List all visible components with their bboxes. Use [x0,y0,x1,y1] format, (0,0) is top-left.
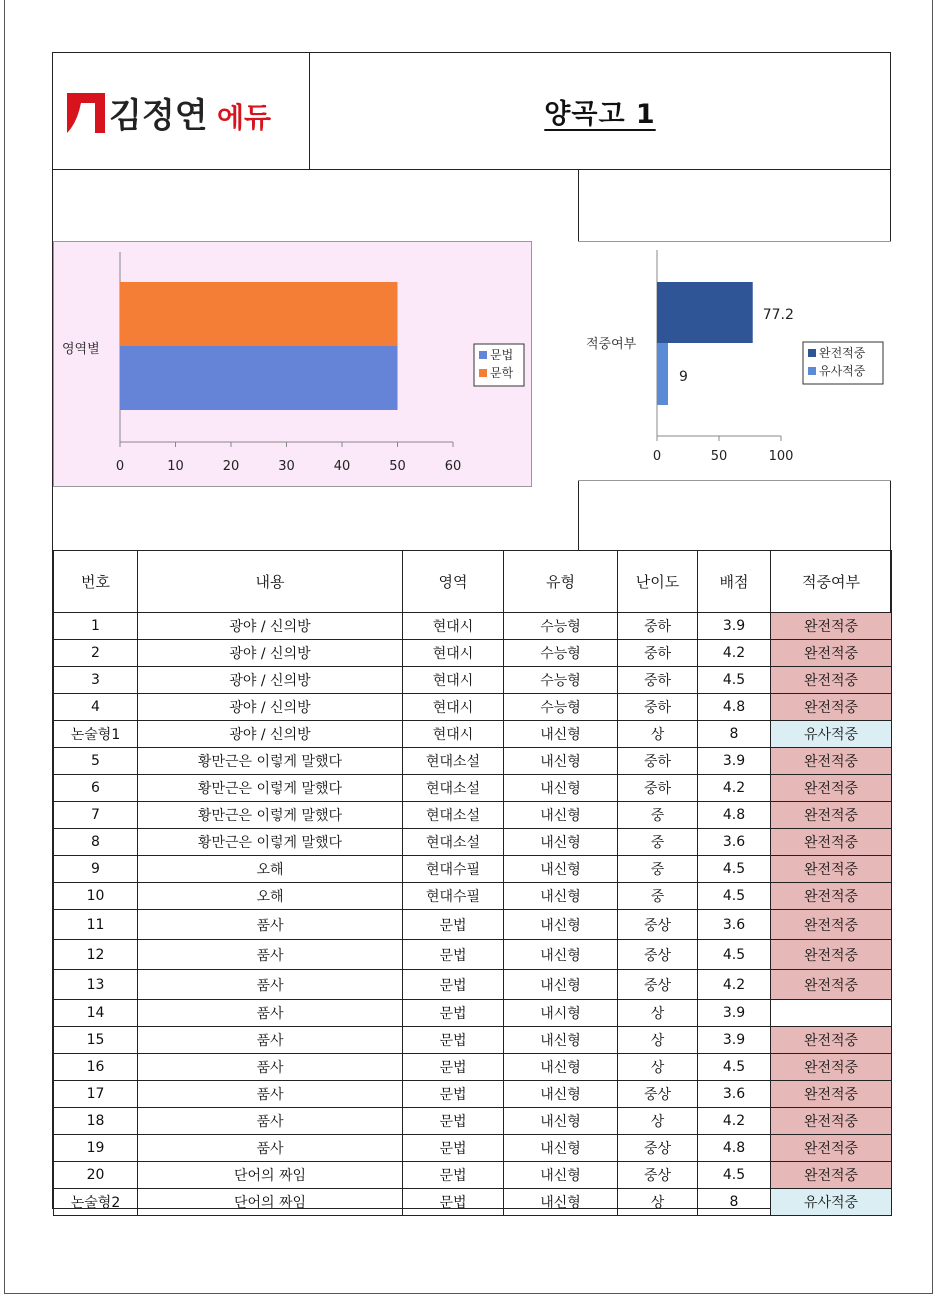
cell-difficulty: 중상 [618,910,698,940]
cell-number: 10 [54,883,138,910]
cell-difficulty: 중하 [618,748,698,775]
cell-number: 1 [54,613,138,640]
report-sheet [52,52,891,1209]
cell-hit: 완전적중 [771,1135,892,1162]
cell-area: 문법 [403,1162,504,1189]
cell-number: 14 [54,1000,138,1027]
cell-score: 3.9 [698,1000,771,1027]
area-chart [54,242,531,486]
cell-type: 내신형 [504,1162,618,1189]
table-row [54,940,892,970]
logo-text: 김정연 [109,96,208,136]
chart2-data-label-full-hit: 77.2 [762,307,794,323]
cell-content: 광야 / 신의방 [138,640,403,667]
cell-type: 수능형 [504,640,618,667]
cell-type: 내신형 [504,1108,618,1135]
header-area: 영역 [403,551,504,613]
cell-score: 4.8 [698,802,771,829]
cell-area: 현대시 [403,613,504,640]
chart1-tick-label: 10 [167,459,184,474]
cell-score: 8 [698,721,771,748]
table-row [54,1081,892,1108]
cell-content: 황만근은 이렇게 말했다 [138,829,403,856]
cell-area: 문법 [403,1000,504,1027]
table-row [54,775,892,802]
header-difficulty: 난이도 [618,551,698,613]
cell-type: 내신형 [504,910,618,940]
cell-number: 20 [54,1162,138,1189]
cell-hit: 완전적중 [771,694,892,721]
cell-number: 논술형1 [54,721,138,748]
cell-difficulty: 중 [618,856,698,883]
cell-difficulty: 상 [618,1000,698,1027]
cell-difficulty: 중 [618,802,698,829]
cell-type: 내신형 [504,802,618,829]
cell-hit: 완전적중 [771,1081,892,1108]
cell-content: 오해 [138,883,403,910]
cell-type: 내신형 [504,1054,618,1081]
cell-hit: 완전적중 [771,883,892,910]
area-chart-panel [53,241,532,487]
cell-area: 문법 [403,1081,504,1108]
logo-suffix: 에듀 [217,101,272,134]
cell-number: 논술형2 [54,1189,138,1216]
cell-number: 3 [54,667,138,694]
table-row [54,1162,892,1189]
chart2-tick-label: 100 [768,449,794,464]
legend-swatch-full-hit [808,349,816,357]
cell-hit [771,1000,892,1027]
cell-area: 문법 [403,1054,504,1081]
cell-hit: 완전적중 [771,940,892,970]
chart2-legend [803,342,883,384]
cell-difficulty: 중상 [618,1135,698,1162]
cell-score: 3.6 [698,1081,771,1108]
chart2-bar-full-hit [657,282,753,343]
cell-hit: 완전적중 [771,802,892,829]
cell-type: 수능형 [504,613,618,640]
cell-number: 11 [54,910,138,940]
cell-type: 내신형 [504,856,618,883]
cell-type: 내신형 [504,1189,618,1216]
cell-difficulty: 중상 [618,1081,698,1108]
hit-rate-chart-panel [578,241,891,481]
cell-difficulty: 중 [618,883,698,910]
legend-label-similar-hit: 유사적중 [819,364,866,378]
cell-score: 3.6 [698,910,771,940]
page-title-cell [309,53,891,169]
cell-hit: 유사적중 [771,1189,892,1216]
chart1-bar-grammar [120,346,398,410]
chart1-y-label: 영역별 [62,342,100,357]
cell-content: 광야 / 신의방 [138,721,403,748]
table-row [54,1000,892,1027]
cell-area: 문법 [403,940,504,970]
cell-type: 수능형 [504,694,618,721]
hit-rate-chart [578,242,891,480]
table-header-row [54,551,892,613]
chart2-bar-similar-hit [657,343,668,405]
cell-score: 4.5 [698,1162,771,1189]
chart1-tick-label: 30 [278,459,295,474]
cell-difficulty: 상 [618,1054,698,1081]
cell-content: 광야 / 신의방 [138,667,403,694]
cell-content: 품사 [138,970,403,1000]
cell-score: 4.5 [698,940,771,970]
cell-type: 내시형 [504,1000,618,1027]
chart2-data-label-similar-hit: 9 [679,369,688,385]
cell-difficulty: 중하 [618,613,698,640]
table-row [54,721,892,748]
cell-type: 내신형 [504,748,618,775]
table-row [54,802,892,829]
cell-hit: 완전적중 [771,748,892,775]
cell-content: 품사 [138,1108,403,1135]
cell-hit: 완전적중 [771,1027,892,1054]
cell-area: 현대소설 [403,748,504,775]
cell-hit: 완전적중 [771,613,892,640]
chart1-tick-label: 40 [333,459,351,474]
cell-score: 8 [698,1189,771,1216]
table-row [54,667,892,694]
cell-number: 9 [54,856,138,883]
cell-number: 7 [54,802,138,829]
cell-difficulty: 상 [618,1027,698,1054]
cell-score: 4.5 [698,856,771,883]
cell-difficulty: 상 [618,1108,698,1135]
cell-difficulty: 상 [618,721,698,748]
chart1-tick-label: 20 [222,459,240,474]
cell-difficulty: 중상 [618,1162,698,1189]
logo-mark-icon [67,93,105,133]
cell-score: 4.5 [698,883,771,910]
table-row [54,1027,892,1054]
cell-hit: 완전적중 [771,970,892,1000]
chart1-tick-label: 60 [444,459,462,474]
cell-content: 품사 [138,1027,403,1054]
cell-content: 황만근은 이렇게 말했다 [138,775,403,802]
cell-score: 4.2 [698,1108,771,1135]
company-logo [65,89,305,137]
header-score: 배점 [698,551,771,613]
cell-type: 내신형 [504,1027,618,1054]
cell-content: 품사 [138,940,403,970]
cell-type: 내신형 [504,721,618,748]
cell-content: 광야 / 신의방 [138,613,403,640]
cell-number: 18 [54,1108,138,1135]
cell-score: 3.9 [698,613,771,640]
cell-content: 단어의 짜임 [138,1189,403,1216]
cell-content: 품사 [138,1135,403,1162]
chart2-y-label: 적중여부 [586,337,637,352]
cell-hit: 완전적중 [771,910,892,940]
cell-score: 3.6 [698,829,771,856]
cell-hit: 유사적중 [771,721,892,748]
header-type: 유형 [504,551,618,613]
table-row [54,640,892,667]
cell-content: 오해 [138,856,403,883]
cell-area: 현대소설 [403,829,504,856]
cell-hit: 완전적중 [771,1054,892,1081]
cell-type: 내신형 [504,1081,618,1108]
cell-content: 황만근은 이렇게 말했다 [138,802,403,829]
legend-label-grammar: 문법 [490,348,514,362]
cell-score: 3.9 [698,748,771,775]
legend-label-full-hit: 완전적중 [819,346,866,360]
table-row [54,1189,892,1216]
cell-score: 4.8 [698,1135,771,1162]
legend-swatch-similar-hit [808,367,816,375]
cell-number: 12 [54,940,138,970]
cell-difficulty: 상 [618,1189,698,1216]
cell-number: 15 [54,1027,138,1054]
cell-number: 16 [54,1054,138,1081]
chart1-tick-label: 50 [389,459,406,474]
cell-area: 문법 [403,1189,504,1216]
legend-swatch-literature [479,369,487,377]
table-row [54,970,892,1000]
cell-number: 19 [54,1135,138,1162]
cell-content: 품사 [138,910,403,940]
cell-number: 6 [54,775,138,802]
table-row [54,856,892,883]
cell-score: 4.2 [698,970,771,1000]
cell-difficulty: 중 [618,829,698,856]
header-number: 번호 [54,551,138,613]
cell-difficulty: 중하 [618,694,698,721]
table-row [54,829,892,856]
cell-area: 현대시 [403,640,504,667]
cell-number: 4 [54,694,138,721]
cell-score: 4.5 [698,667,771,694]
table-row [54,1135,892,1162]
cell-area: 문법 [403,1027,504,1054]
chart1-bar-literature [120,282,398,346]
legend-swatch-grammar [479,351,487,359]
chart2-tick-label: 50 [710,449,728,464]
cell-difficulty: 중상 [618,970,698,1000]
cell-area: 현대시 [403,694,504,721]
cell-type: 내신형 [504,970,618,1000]
table-row [54,1054,892,1081]
cell-area: 문법 [403,1135,504,1162]
cell-score: 4.2 [698,640,771,667]
cell-hit: 완전적중 [771,1108,892,1135]
cell-area: 현대소설 [403,802,504,829]
cell-score: 4.8 [698,694,771,721]
table-row [54,694,892,721]
cell-type: 내신형 [504,883,618,910]
cell-hit: 완전적중 [771,856,892,883]
cell-area: 현대소설 [403,775,504,802]
cell-hit: 완전적중 [771,829,892,856]
chart1-tick-label: 0 [115,459,125,474]
table-row [54,748,892,775]
cell-content: 품사 [138,1081,403,1108]
legend-label-literature: 문학 [490,366,514,380]
cell-difficulty: 중상 [618,940,698,970]
cell-area: 문법 [403,970,504,1000]
cell-number: 5 [54,748,138,775]
cell-number: 2 [54,640,138,667]
cell-area: 문법 [403,1108,504,1135]
table-row [54,1108,892,1135]
score-table [53,550,892,1216]
cell-area: 현대시 [403,721,504,748]
cell-area: 문법 [403,910,504,940]
cell-area: 현대수필 [403,856,504,883]
cell-number: 13 [54,970,138,1000]
cell-number: 17 [54,1081,138,1108]
table-row [54,910,892,940]
table-row [54,613,892,640]
cell-content: 품사 [138,1054,403,1081]
cell-difficulty: 중하 [618,775,698,802]
cell-difficulty: 중하 [618,667,698,694]
cell-hit: 완전적중 [771,775,892,802]
cell-content: 황만근은 이렇게 말했다 [138,748,403,775]
cell-hit: 완전적중 [771,667,892,694]
cell-type: 내신형 [504,829,618,856]
cell-score: 3.9 [698,1027,771,1054]
cell-content: 광야 / 신의방 [138,694,403,721]
cell-content: 품사 [138,1000,403,1027]
chart2-tick-label: 0 [652,449,662,464]
cell-difficulty: 중하 [618,640,698,667]
cell-hit: 완전적중 [771,1162,892,1189]
cell-type: 내신형 [504,940,618,970]
cell-area: 현대시 [403,667,504,694]
chart1-legend [474,344,524,386]
header-content: 내용 [138,551,403,613]
table-row [54,883,892,910]
cell-score: 4.2 [698,775,771,802]
cell-area: 현대수필 [403,883,504,910]
cell-hit: 완전적중 [771,640,892,667]
cell-content: 단어의 짜임 [138,1162,403,1189]
cell-score: 4.5 [698,1054,771,1081]
cell-number: 8 [54,829,138,856]
header-divider [53,169,891,170]
header-hit: 적중여부 [771,551,892,613]
cell-type: 내신형 [504,1135,618,1162]
cell-type: 내신형 [504,775,618,802]
cell-type: 수능형 [504,667,618,694]
page-title: 양곡고 1 [544,98,656,130]
